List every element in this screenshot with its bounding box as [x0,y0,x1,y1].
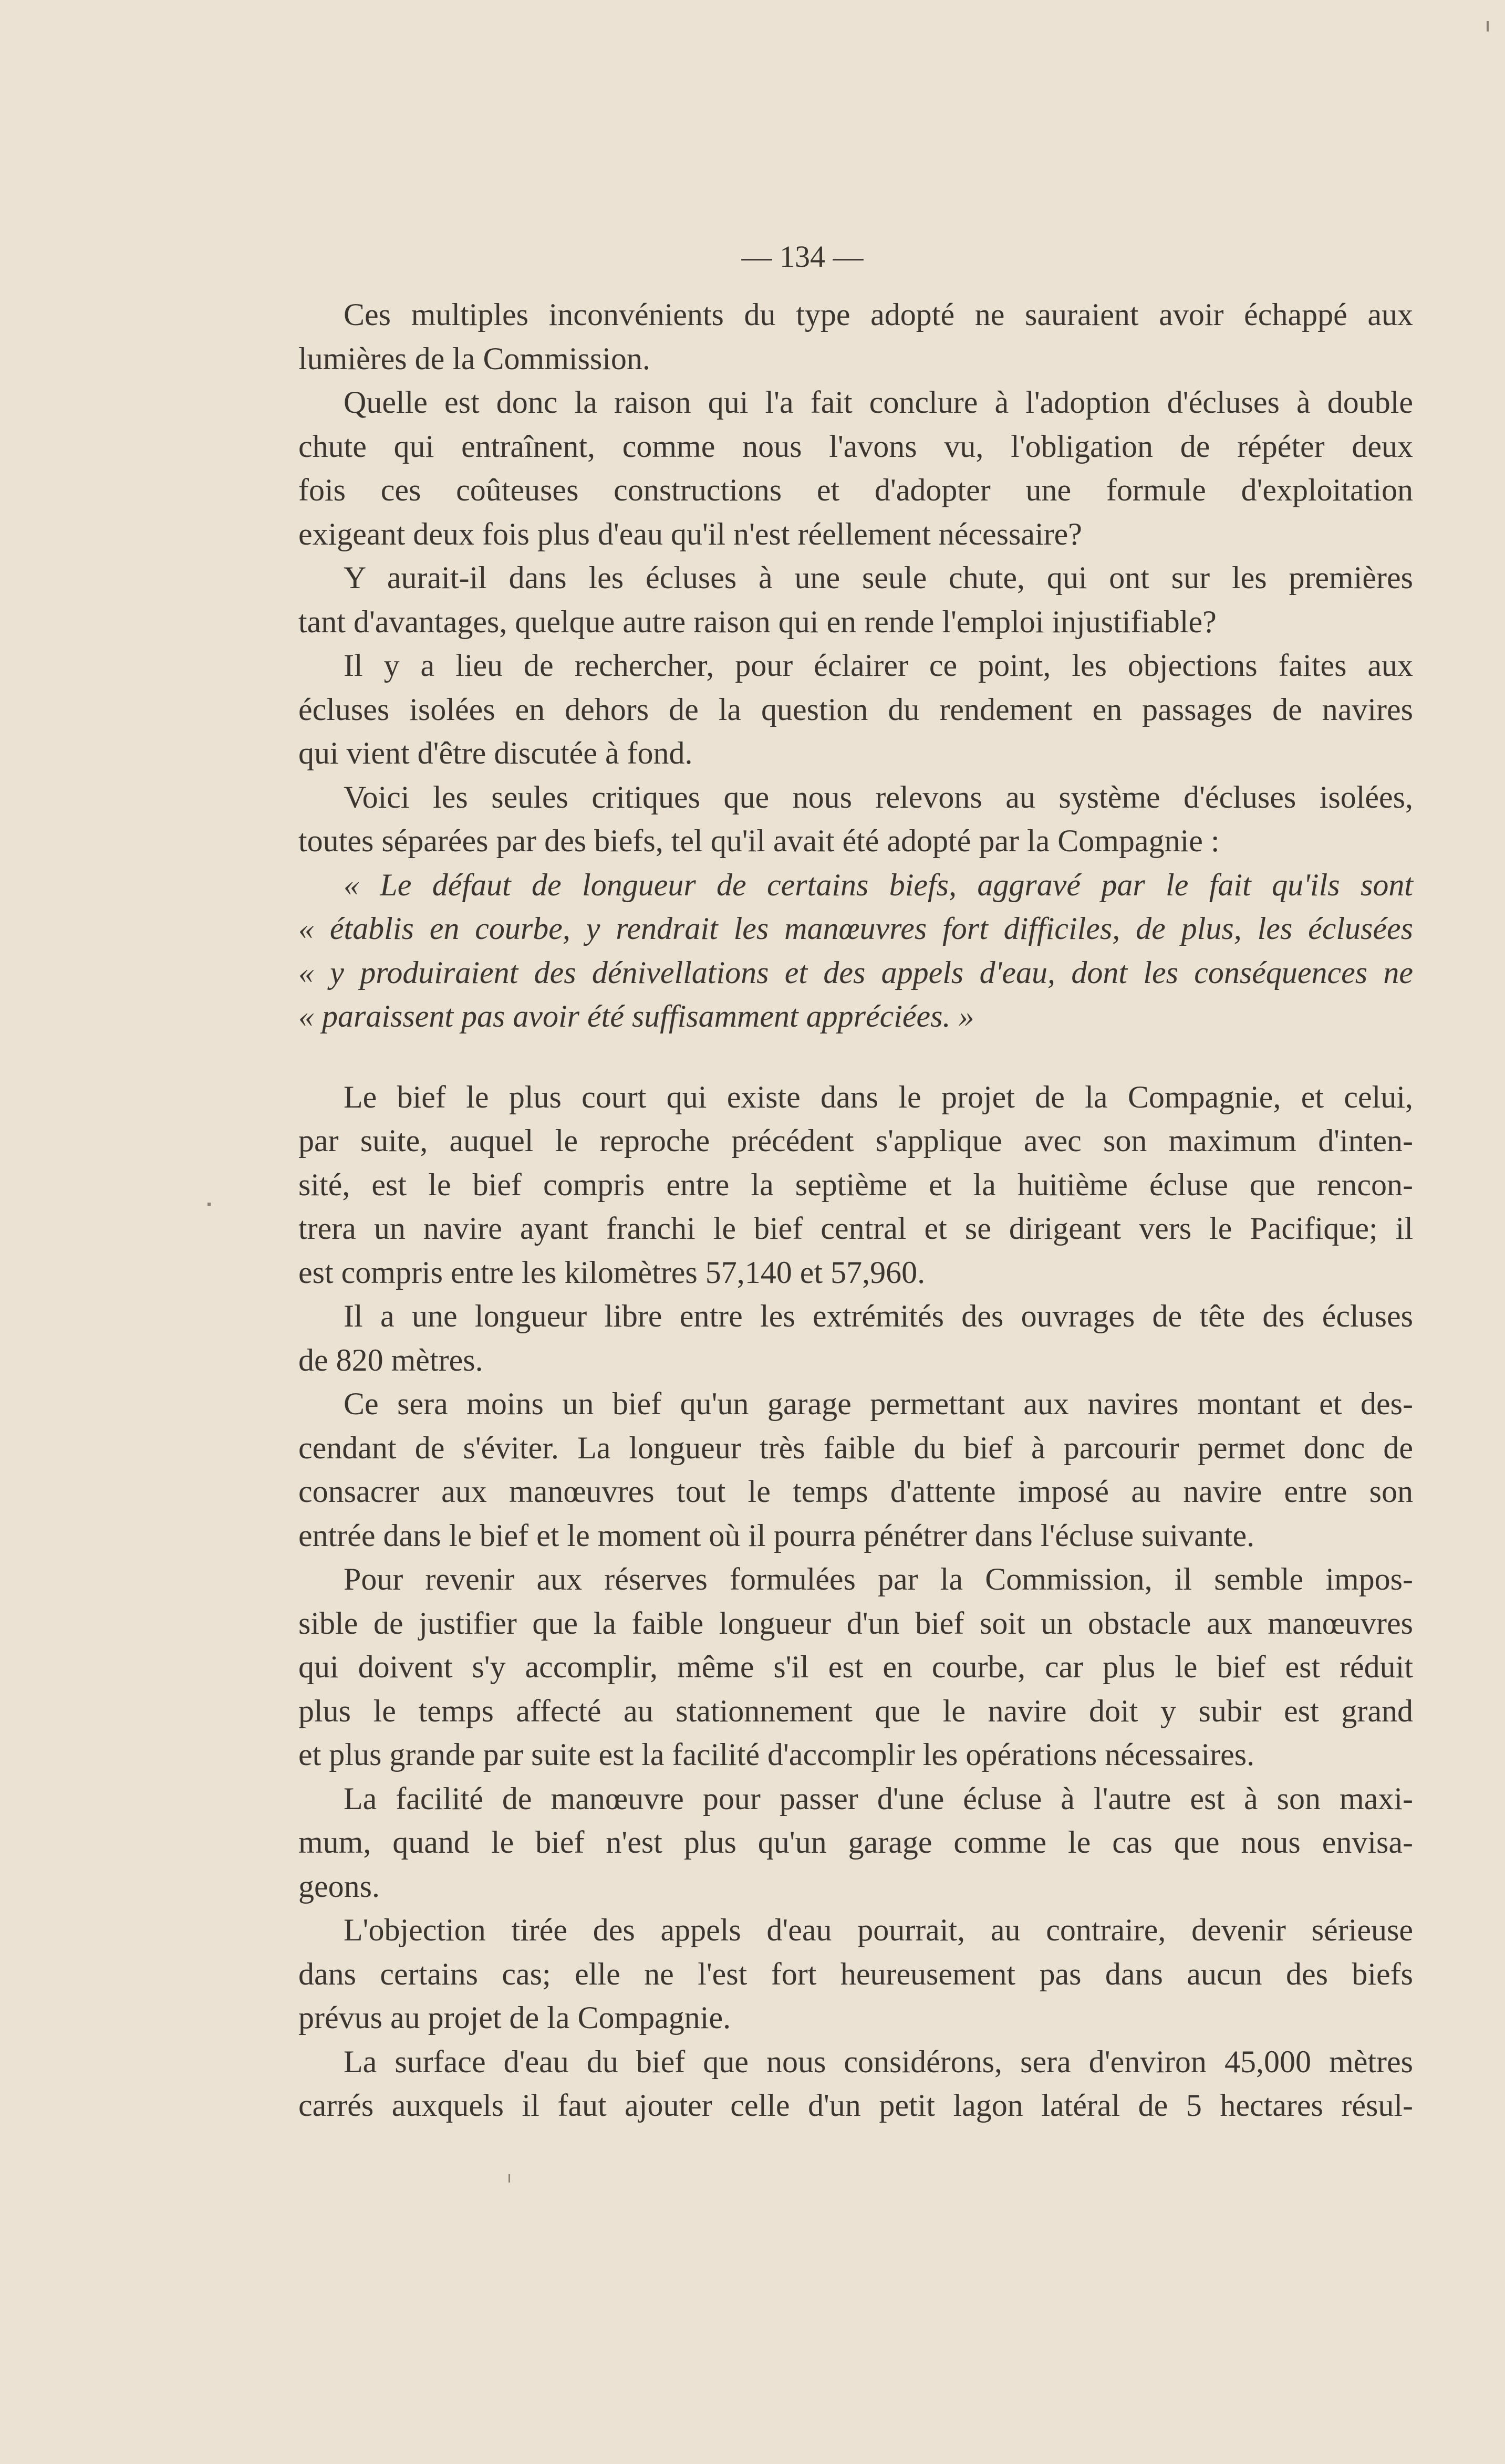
paragraph [298,1076,1413,1295]
text-line: « y produiraient des dénivellations et des appels d'eau, dont les conséquences ne [298,955,1413,990]
text-line: « paraissent pas avoir été suffisamment appréciées. » [298,999,974,1033]
text-line: geons. [298,1868,380,1904]
scan-speck [1487,21,1489,32]
text-line: mum, quand le bief n'est plus qu'un garage comme le cas que nous envisa- [298,1825,1413,1860]
paragraph [298,1558,1413,1777]
paragraph [298,776,1413,863]
text-line: toutes séparées par des biefs, tel qu'il avait été adopté par la Compagnie : [298,823,1220,858]
text-line: lumières de la Commission. [298,341,650,376]
text-line: de 820 mètres. [298,1342,483,1377]
paragraph [298,293,1413,381]
text-line: « Le défaut de longueur de certains biefs, aggravé par le fait qu'ils sont [344,867,1413,902]
text-line: Il y a lieu de rechercher, pour éclairer ce point, les objections faites aux [344,648,1413,683]
text-line: Il a une longueur libre entre les extrémités des ouvrages de tête des écluses [344,1299,1413,1333]
page-number: — 134 — [741,239,864,274]
paragraph [298,1294,1413,1382]
text-line: fois ces coûteuses constructions et d'adopter une formule d'exploitation [298,473,1413,507]
text-line: écluses isolées en dehors de la question du rendement en passages de navires [298,692,1413,727]
text-line: Le bief le plus court qui existe dans le projet de la Compagnie, et celui, [344,1079,1413,1114]
text-line: dans certains cas; elle ne l'est fort heureusement pas dans aucun des biefs [298,1956,1413,1991]
text-line: trera un navire ayant franchi le bief central et se dirigeant vers le Pacifique; il [298,1211,1413,1246]
text-line: qui vient d'être discutée à fond. [298,736,693,770]
paragraph [298,2040,1413,2128]
paragraph [298,644,1413,776]
text-line: et plus grande par suite est la facilité d'accomplir les opérations nécessaires. [298,1737,1255,1772]
scan-speck [508,2174,510,2183]
text-line: par suite, auquel le reproche précédent s'applique avec son maximum d'inten- [298,1123,1413,1158]
paragraph [298,1777,1413,1909]
text-line: L'objection tirée des appels d'eau pourrait, au contraire, devenir sérieuse [344,1913,1413,1947]
text-line: Pour revenir aux réserves formulées par la Commission, il semble impos- [344,1562,1413,1596]
text-line: chute qui entraînent, comme nous l'avons vu, l'obligation de répéter deux [298,429,1413,464]
text-line: qui doivent s'y accomplir, même s'il est en courbe, car plus le bief est réduit [298,1649,1413,1684]
text-line: Ce sera moins un bief qu'un garage permettant aux navires montant et des- [344,1386,1413,1421]
text-line: tant d'avantages, quelque autre raison qui en rende l'emploi injustifiable? [298,604,1217,639]
scan-speck [207,1203,211,1206]
text-line: sible de justifier que la faible longueur d'un bief soit un obstacle aux manœuvres [298,1605,1413,1641]
paragraph [298,381,1413,556]
block-quote [298,863,1413,1039]
text-line: « établis en courbe, y rendrait les manœuvres fort difficiles, de plus, les éclusées [298,911,1413,946]
text-line: entrée dans le bief et le moment où il pourra pénétrer dans l'écluse suivante. [298,1518,1255,1553]
page-body-text [298,293,1413,2128]
paragraph [298,1382,1413,1558]
text-line: sité, est le bief compris entre la septième et la huitième écluse que rencon- [298,1167,1413,1202]
text-line: La facilité de manœuvre pour passer d'une écluse à l'autre est à son maxi- [344,1781,1413,1816]
text-line: Quelle est donc la raison qui l'a fait conclure à l'adoption d'écluses à double [344,385,1413,420]
text-line: plus le temps affecté au stationnement que le navire doit y subir est grand [298,1693,1413,1728]
text-line: prévus au projet de la Compagnie. [298,2000,731,2035]
text-line: La surface d'eau du bief que nous considérons, sera d'environ 45,000 mètres [344,2044,1413,2079]
text-line: consacrer aux manœuvres tout le temps d'attente imposé au navire entre son [298,1474,1413,1509]
text-line: Y aurait-il dans les écluses à une seule chute, qui ont sur les premières [344,560,1413,595]
paragraph [298,556,1413,644]
text-line: cendant de s'éviter. La longueur très faible du bief à parcourir permet donc de [298,1430,1413,1465]
text-line: exigeant deux fois plus d'eau qu'il n'est réellement nécessaire? [298,516,1082,551]
text-line: Ces multiples inconvénients du type adopté ne sauraient avoir échappé aux [344,297,1413,332]
paragraph [298,1908,1413,2040]
text-line: Voici les seules critiques que nous relevons au système d'écluses isolées, [344,779,1413,815]
text-line: carrés auxquels il faut ajouter celle d'un petit lagon latéral de 5 hectares résul- [298,2088,1413,2123]
text-line: est compris entre les kilomètres 57,140 et 57,960. [298,1255,926,1290]
